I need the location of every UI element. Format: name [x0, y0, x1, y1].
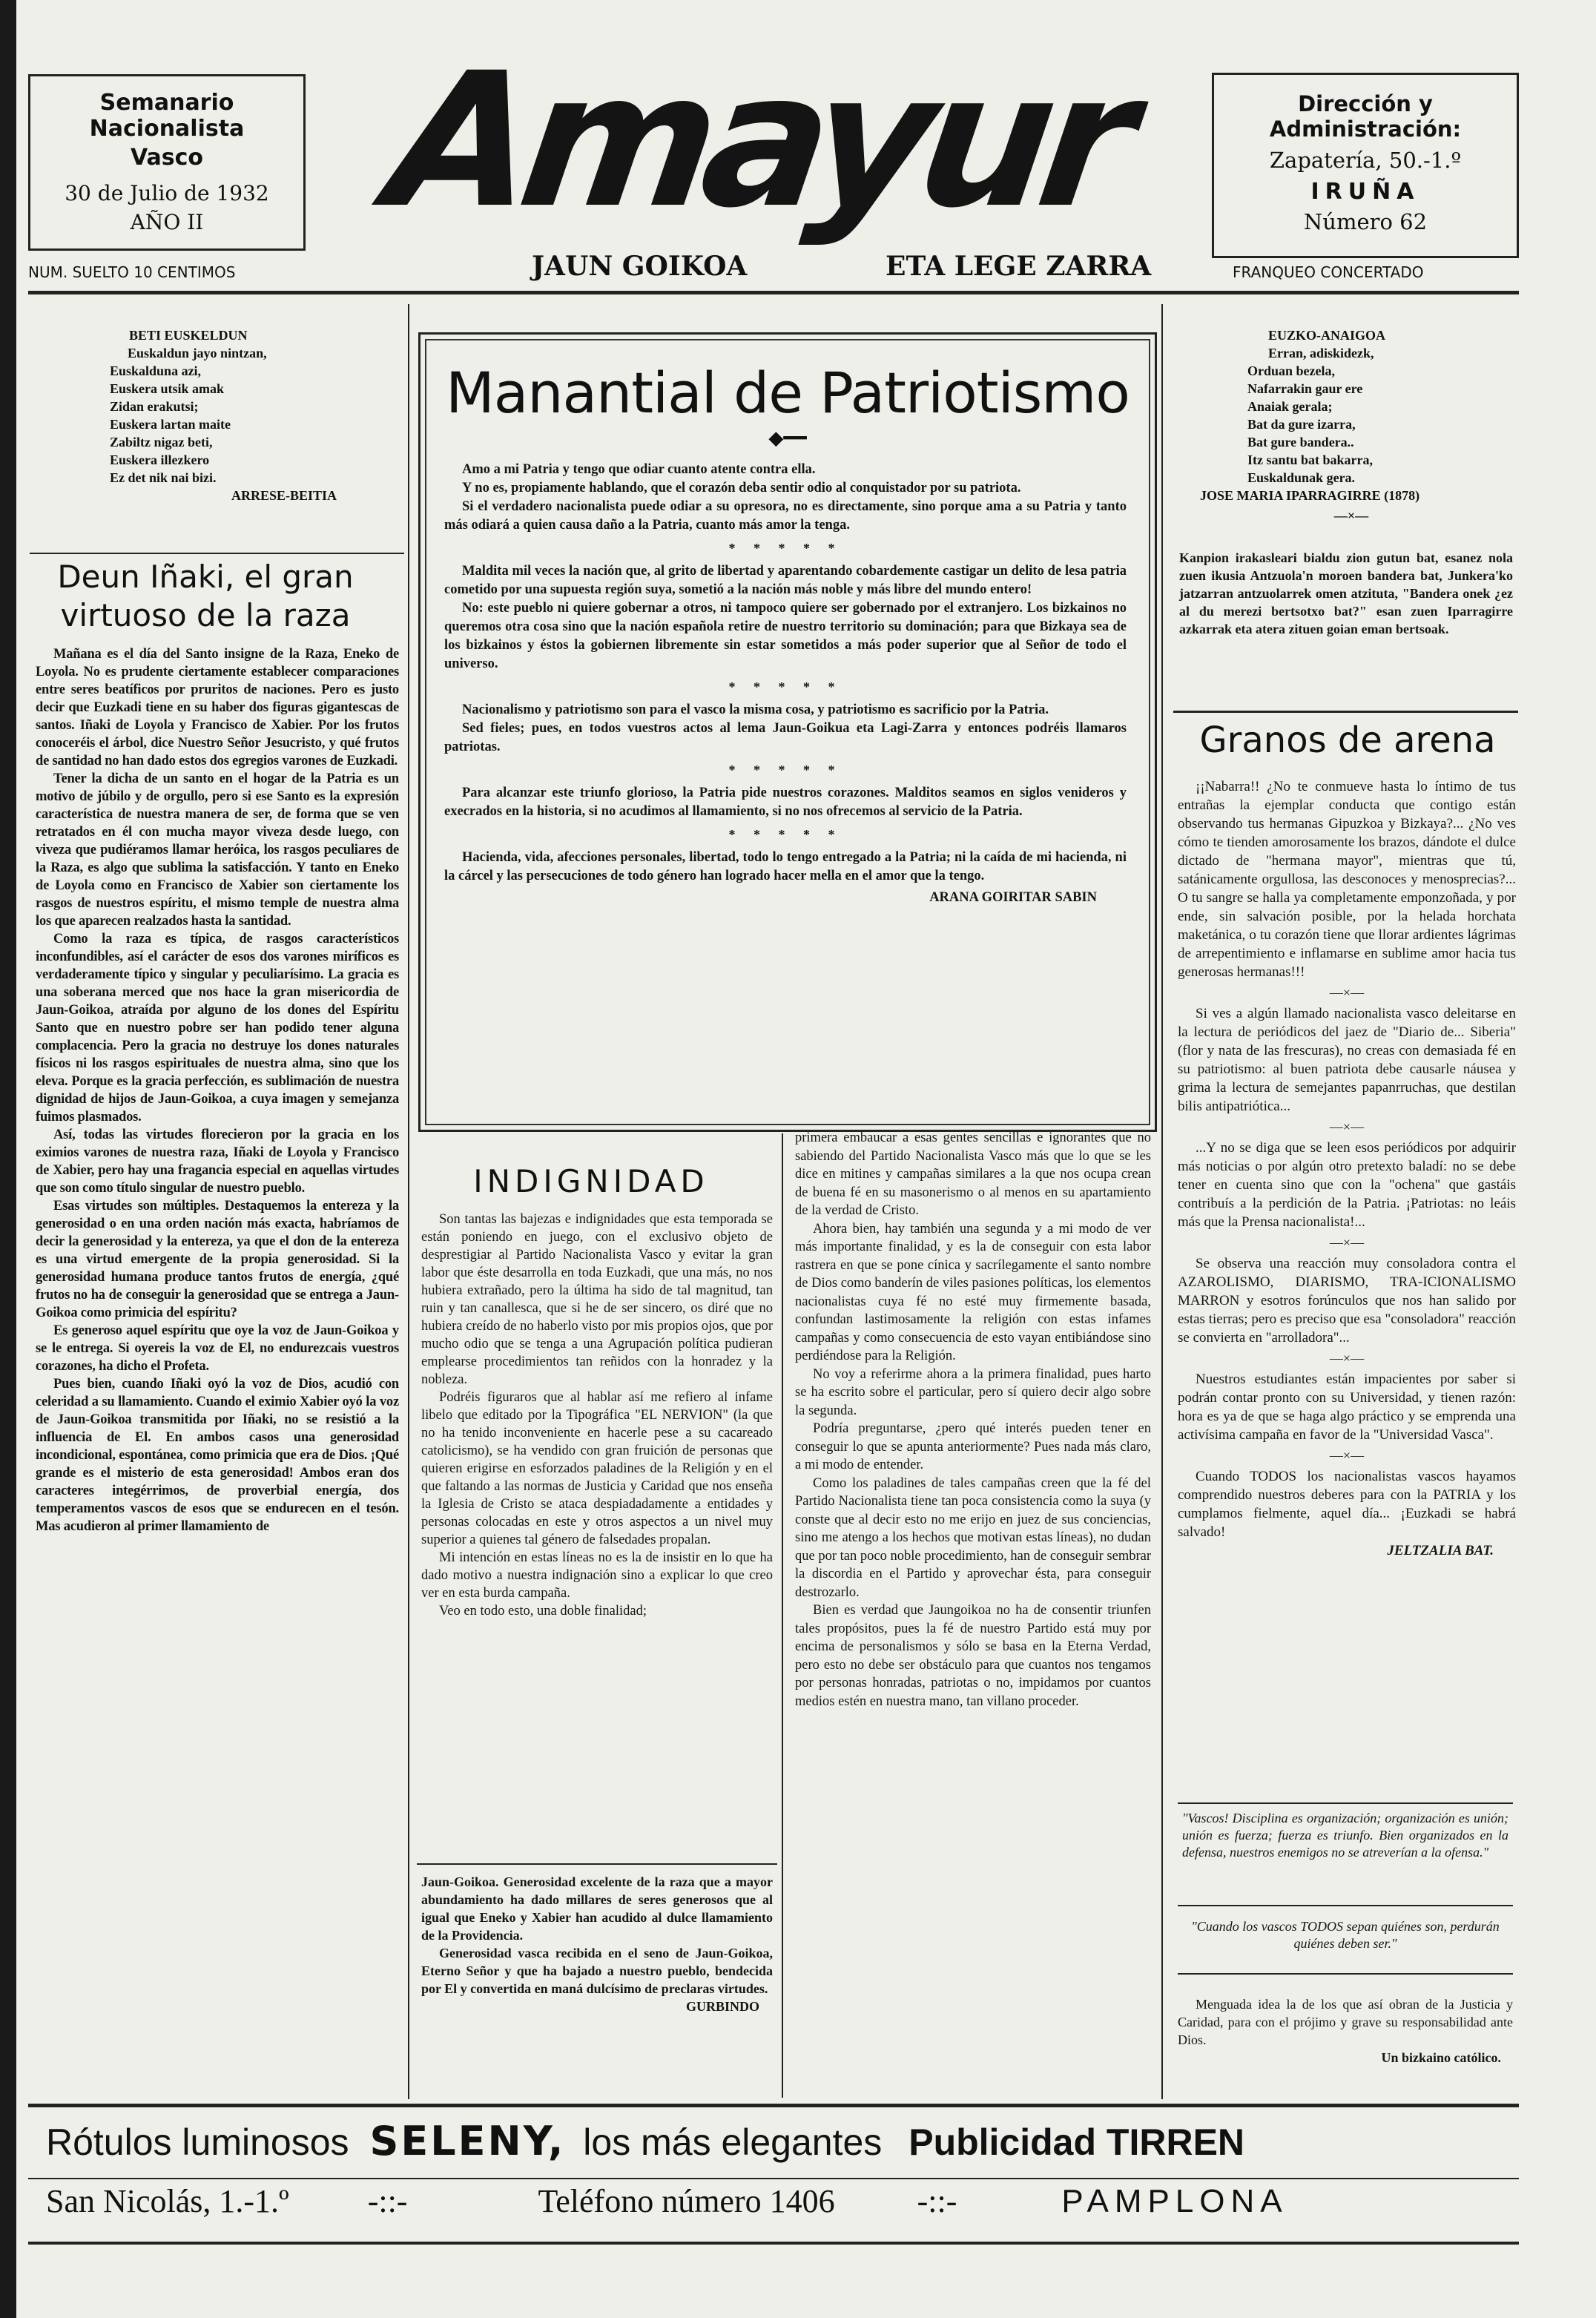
granos-paragraph: Se observa una reacción muy consoladora contra el AZAROLISMO, DIARISMO, TRA-ICIONALISMO MARRON y esotros forúnculos que nos han salido por estas tierras; pero es preciso que esa "consoladora" reacción se convierta en "arrolladora"... [1178, 1256, 1516, 1346]
poem-left-line: Euskera illezkero [110, 452, 210, 467]
poem-left-line: Euskaldun jayo nintzan, [128, 346, 267, 360]
poem-right-line: Bat gure bandera.. [1247, 435, 1354, 450]
closing-signature: Un bizkaino católico. [1381, 2050, 1501, 2065]
deun-inaki-article [36, 645, 399, 2118]
masthead-left-line1: Semanario Nacionalista [89, 90, 245, 142]
manantial-paragraph: Si el verdadero nacionalista puede odiar a su opresora, no es directamente, sino porque ama a su Patria y tanto más odiará a quien causa daño a la Patria, cuanto más amor la tenga. [444, 499, 1127, 533]
granos-paragraph: Nuestros estudiantes están impacientes por saber si podrán contar pronto con su Universidad, y tienen razón: hora es ya de que se haga algo práctico y se emprenda una activísima campaña en favor de la "Universidad Vasca". [1178, 1372, 1516, 1443]
closing-note [1178, 1995, 1513, 2067]
ornament-icon: ◆━━ [768, 427, 807, 450]
article-paragraph: Como los paladines de tales campañas creen que la fé del Partido Nacionalista tiene tan poca consistencia como la suya (y conste que al decir esto no me erijo en juez de sus conciencias, sino me atengo a los hechos que motivan estas líneas), no dudan que por tan poco noble procedimiento, han de conseguir sembrar la discordia en el Partido y aprovechar ésta, para conseguir destrozarlo. [795, 1475, 1151, 1600]
stars-divider: * * * * * [728, 541, 842, 556]
article-paragraph: Podréis figuraros que al hablar así me refiero al infame libelo que editado por la Tipográfica "EL NERVION" (la que no ha tenido inconveniente en hacerle pese a su cacareado catolicismo), se ha vendido con gran fruición de personas que quieren erigirse en esforzados paladines de la Religión y en el que faltando a las normas de Justicia y Caridad que nos enseña la Iglesia de Cristo se ataca despiadadamente a entidades y personas colocadas en este y otros aspectos a un nivel muy superior a quienes tal género de falsedades propalan. [421, 1390, 773, 1547]
box-paragraph: Generosidad vasca recibida en el seno de Jaun-Goikoa, Eterno Señor y que ha bajado a nuestro pueblo, bendecida por El y convertida en maná dulcísimo de preclaras virtudes. [421, 1946, 773, 1996]
masthead-right-box [1212, 73, 1519, 258]
masthead-rule [28, 291, 1519, 294]
masthead-postage: FRANQUEO CONCERTADO [1233, 263, 1424, 281]
poem-left-line: Euskera lartan maite [110, 417, 231, 432]
section-separator: —×— [1329, 1119, 1365, 1134]
poem-left-line: Euskalduna azi, [110, 363, 202, 378]
ad-city: PAMPLONA [1061, 2183, 1288, 2219]
indignidad-title: INDIGNIDAD [473, 1163, 709, 1199]
granos-signature: JELTZALIA BAT. [1387, 1543, 1494, 1558]
poem-right-line: Anaiak gerala; [1247, 399, 1333, 414]
stars-divider: * * * * * [728, 679, 842, 694]
article-paragraph: No voy a referirme ahora a la primera finalidad, pues harto se ha escrito sobre el particular, pero sí quiero decir algo sobre la segunda. [795, 1366, 1151, 1418]
manantial-signature: ARANA GOIRITAR SABIN [929, 890, 1097, 905]
ad-separator: -::- [917, 2183, 957, 2219]
poem-left-author: ARRESE-BEITIA [231, 488, 337, 503]
masthead-year: AÑO II [130, 210, 204, 234]
manantial-paragraph: Para alcanzar este triunfo glorioso, la Patria pide nuestros corazones. Malditos seamos en siglos venideros y execrados en la historia, si no acudimos al llamamiento, si no nos ofrecemos al servicio de la Patria. [444, 786, 1127, 819]
ad-line-2 [46, 2182, 1522, 2234]
granos-paragraph: Si ves a algún llamado nacionalista vasco deleitarse en la lectura de periódicos del jaez de "Diario de... Siberia" (flor y nata de las frescuras), no creas con demasiada fé en su patriotismo: al buen patriota debe causarle náusea y grima la lectura de semejantes papanrruchas, que destilan bilis antipatriótica... [1178, 1006, 1516, 1114]
left-column-rule [30, 553, 404, 554]
masthead-admin-label: Dirección y Administración: [1269, 91, 1462, 142]
quote-box-2 [1178, 1914, 1513, 1975]
poem-beti-euskeldun [90, 326, 402, 504]
poem-left-line: Euskera utsik amak [110, 381, 225, 396]
manantial-paragraph: Y no es, propiamente hablando, que el corazón deba sentir odio al conquistador por su patriota. [462, 481, 1021, 495]
ad-separator: -::- [367, 2183, 408, 2219]
article-paragraph: Como la raza es típica, de rasgos característicos inconfundibles, así el carácter de esos dos varones miríficos es verdaderamente típico y singular y peculiarísimo. La gracia es una soberana merced que nos hace la gran misericordia de Jaun-Goikoa, atraída por alguno de los dones del Espíritu Santo que en nuestro pobre ser han podido tener alguna complacencia. Pero la gracia no destruye los dones naturales físicos ni los rasgos espirituales de nuestra alma, sino que los eleva. Porque es la gracia perfección, es sublimación de nuestra dignidad de hijos de Jaun-Goikoa, a cuya imagen y semejanza fuimos plasmados. [36, 932, 399, 1125]
masthead-issue: Número 62 [1303, 209, 1428, 234]
article-paragraph: Esas virtudes son múltiples. Destaquemos la entereza y la generosidad o en una orden nación más exacta, habríamos de decir la generosidad y la entereza, ya que el don de la entereza es una virtud emergente de la propia generosidad. Si la generosidad humana produce tantos frutos de energía, ¿qué frutos no ha de conseguir la generosidad que se entrega a Jaun-Goikoa como primicia del espíritu? [36, 1199, 399, 1320]
article-paragraph: Bien es verdad que Jaungoikoa no ha de consentir triunfen tales propósitos, pues la fé de nuestro Partido está muy por encima de personalismos y sólo se basa en la Eterna Verdad, pero esto no debe ser obstáculo para que cuantos nos tengamos por personas honradas, patriotas o no, impidamos por cuantos medios estén en nuestra mano, tan villano proceder. [795, 1603, 1151, 1709]
box-paragraph: Jaun-Goikoa. Generosidad excelente de la raza que a mayor abundamiento ha dado millares de seres generosos que al igual que Eneko y Xabier han acudido al dulce llamamiento de la Providencia. [421, 1874, 773, 1943]
masthead-motto-right: ETA LEGE ZARRA [886, 251, 1152, 282]
masthead-city: IRUÑA [1310, 179, 1420, 205]
poem-right-line: Euskaldunak gera. [1247, 470, 1356, 485]
article-paragraph: Son tantas las bajezas e indignidades que esta temporada se están poniendo en juego, con el exclusivo objeto de desprestigiar al Partido Nacionalista Vasco y evitar la gran labor que éste desarrolla en toda Euzkadi, que una más, no nos hubiera extrañado, pero la última ha sido de tal magnitud, tan ruin y tan canallesca, que si he de ser sincero, os diré que no hubiera creído de no haberlo visto por mis propios ojos, que por mucho odio que se tenga a una Agrupación política pudieran emplearse procedimientos tan reñidos con la honradez y la nobleza. [421, 1212, 773, 1387]
deun-inaki-title: Deun Iñaki, el gran virtuoso de la raza [57, 559, 354, 633]
article-paragraph: Tener la dicha de un santo en el hogar de la Patria es un motivo de júbilo y de orgullo, pero si ese Santo es la expresión característica de nuestra manera de ser, de forma que se ven retratados en él con mucha mayor viveza desde luego, con viveza que pudiéramos llamar heróica, los rasgos peculiares de la Raza, es algo que sublima la satisfacción. Y tanto en Eneko de Loyola como en Francisco de Xabier son ciertamente los rasgos de nuestros espíritu, el mismo temple de nuestra alma los que aparecen realzados hasta la santidad. [36, 771, 399, 929]
article-paragraph: Podría preguntarse, ¿pero qué interés pueden tener en conseguir lo que se apunta anteriormente? Pues nada más claro, a mi modo de entender. [795, 1421, 1151, 1472]
granos-paragraph: Cuando TODOS los nacionalistas vascos hayamos comprendido nuestros deberes para con la PATRIA y los cumplamos fielmente, aquel día... ¡Euzkadi se habrá salvado! [1178, 1469, 1516, 1540]
article-paragraph: Mañana es el día del Santo insigne de la Raza, Eneko de Loyola. No es prudente ciertamente establecer comparaciones entre seres beatíficos por pruritos de naciones. Pero es justo decir que Euzkadi tiene en su haber dos figuras gigantescas de santos. Iñaki de Loyola y Francisco de Xabier. Por los frutos conoceréis el árbol, dice Nuestro Señor Jesucristo, y qué frutos de santidad no han dado estos dos egregios varones de Euzkadi. [36, 647, 399, 768]
article-paragraph: Pues bien, cuando Iñaki oyó la voz de Dios, acudió con celeridad a su llamamiento. Cuando el eximio Xabier oyó la voz de Jaun-Goikoa transmitida por Iñaki, no se resistió a la influencia de El. En ambos casos una generosidad incondicional, espontánea, como primicia que era de Dios. ¡Qué grande es el misterio de esta generosidad! Ambos eran dos caracteres integérrimos, de proverbial energía, dos temperamentos vascos de esos que se endurecen en el tesón. Mas acudieron al primer llamamiento de [36, 1377, 399, 1534]
poem-euzko-anaigoa [1188, 326, 1514, 527]
poem-right-line: Bat da gure izarra, [1247, 417, 1356, 432]
manantial-paragraph: Sed fieles; pues, en todos vuestros actos al lema Jaun-Goikua eta Lagi-Zarra y entonces podréis llamaros patriotas. [444, 721, 1127, 754]
article-paragraph: Así, todas las virtudes florecieron por la gracia en los eximios varones de nuestra raza, Iñaki de Loyola y Francisco de Xabier, pero hay una fragancia especial en aquellas virtudes que son como título singular de nuestro pueblo. [36, 1127, 399, 1196]
manantial-paragraph: Amo a mi Patria y tengo que odiar cuanto atente contra ella. [462, 462, 816, 477]
poem-right-line: Orduan bezela, [1247, 363, 1336, 378]
ad-brand-seleny: SELENY, [369, 2118, 566, 2164]
box-signature: GURBINDO [685, 1999, 759, 2014]
masthead-price: NUM. SUELTO 10 CENTIMOS [28, 263, 236, 281]
article-paragraph: Mi intención en estas líneas no es la de insistir en lo que ha dado motivo a nuestra indignación sino a explicar lo que creo ver en esta burda campaña. [421, 1550, 773, 1601]
poem-left-line: Zidan erakutsi; [110, 399, 199, 414]
column-divider-center [782, 1133, 783, 2098]
article-paragraph: Es generoso aquel espíritu que oye la voz de Jaun-Goikoa y se le entrega. Si oyereis la voz de El, no endurezcais vuestros corazones, ha dicho el Profeta. [36, 1323, 399, 1374]
stars-divider: * * * * * [728, 763, 842, 777]
section-separator: —×— [1333, 508, 1369, 523]
ad-elegantes: los más elegantes [583, 2121, 883, 2163]
quote-text-1: "Vascos! Disciplina es organización; organización es unión; unión es fuerza; fuerza es triunfo. Bien organizados en la defensa, nuestros enemigos no se atreverían a la ofensa." [1182, 1811, 1508, 1860]
poem-right-line: Erran, adiskidezk, [1268, 346, 1374, 360]
manantial-paragraph: No: este pueblo ni quiere gobernar a otros, ni tampoco quiere ser gobernado por el extranjero. Los bizkainos no queremos otra cosa sino que la nación española retire de nuestro territorio su dominación; para que Bizkaya sea de los bizkainos y éstos la gobiernen libremente sin estar sometidos a más poder superior que al Señor de todo el universo. [444, 601, 1127, 671]
ad-phone: Teléfono número 1406 [538, 2183, 835, 2219]
manantial-title: Manantial de Patriotismo [446, 360, 1130, 426]
column-divider-left [408, 304, 409, 2099]
poem-left-line: Zabiltz nigaz beti, [110, 435, 213, 450]
poem-right-title: EUZKO-ANAIGOA [1268, 328, 1386, 343]
granos-paragraph: ¡¡Nabarra!! ¿No te conmueve hasta lo íntimo de tus entrañas la ejemplar conducta que contigo están observando tus hermanas Gipuzkoa y Bizkaya?... ¿No ves cómo te tienden amorosamente los brazos, dándote el dulce dictado de "hermana mayor", mientras que tú, satánicamente orgullosa, las desconoces y menosprecias?... O tu sangre se halla ya completamente emponzoñada, y por ende, sin salvación posible, por la helada horchata maketánica, o tu corazón tiene que llorar ardientes lágrimas de arrepentimiento e inflamarse en sublime amor hacia tus generosas hermanas!!! [1178, 779, 1516, 980]
iparragirre-note [1179, 549, 1513, 638]
section-separator: —×— [1329, 1351, 1365, 1366]
section-separator: —×— [1329, 985, 1365, 1000]
ad-rotulos: Rótulos luminosos [46, 2121, 349, 2163]
poem-right-author: JOSE MARIA IPARRAGIRRE (1878) [1200, 488, 1420, 503]
manantial-paragraph: Hacienda, vida, afecciones personales, libertad, todo lo tengo entregado a la Patria; ni la caída de mi hacienda, ni la cárcel y las persecuciones de todo género han logrado hacer mella en el amor que la tengo. [444, 850, 1127, 883]
manantial-text [444, 461, 1127, 907]
closing-paragraph: Menguada idea la de los que así obran de la Justicia y Caridad, para con el prójimo y grave su responsabilidad ante Dios. [1178, 1997, 1513, 2047]
ad-middle-rule [28, 2178, 1519, 2179]
stars-divider: * * * * * [728, 827, 842, 842]
indignidad-col1 [421, 1211, 773, 1882]
indignidad-col2 [795, 1129, 1151, 2097]
ad-line-1 [46, 2118, 1522, 2177]
manantial-paragraph: Maldita mil veces la nación que, al grito de libertad y aparentando cobardemente castigar un delito de lesa patria cometido por una supuesta región suya, sometió a la nación más noble y más libre del mundo entero! [444, 564, 1127, 597]
quote-text-2: "Cuando los vascos TODOS sepan quiénes son, perdurán quiénes deben ser." [1191, 1919, 1500, 1951]
masthead-address: Zapatería, 50.-1.º [1269, 148, 1462, 173]
indignidad-box-rule [417, 1863, 777, 1865]
ad-bottom-rule [28, 2242, 1519, 2245]
article-paragraph: primera embaucar a esas gentes sencillas e ignorantes que no sabiendo del Partido Nacionalista Vasco más que lo que se les dice en mitines y campañas similares a la que nos ocupa crean de buena fé en su masonerismo o al menos en su apartamiento de la verdad de Cristo. [795, 1130, 1151, 1218]
granos-article [1178, 777, 1516, 1794]
ad-address: San Nicolás, 1.-1.º [46, 2183, 289, 2219]
granos-paragraph: ...Y no se diga que se leen esos periódicos por adquirir más noticias o por algún otro pretexto baladí: no se debe tener en cuenta sino que con la "ochena" que gastáis contribuís a la perdición de la Patria. ¡Patriotas: no leáis más que la Prensa nacionalista!... [1178, 1140, 1516, 1230]
poem-left-line: Ez det nik nai bizi. [110, 470, 217, 485]
manantial-box [418, 332, 1157, 1132]
masthead-logo: Amayur [377, 33, 1137, 248]
granos-title: Granos de arena [1199, 720, 1496, 761]
column-divider-right [1161, 304, 1163, 2099]
jaun-goikoa-box [421, 1873, 773, 2095]
ad-publicidad: Publicidad TIRREN [909, 2121, 1245, 2163]
section-separator: —×— [1329, 1235, 1365, 1250]
masthead-date: 30 de Julio de 1932 [65, 181, 269, 205]
masthead-motto-left: JAUN GOIKOA [532, 251, 748, 282]
poem-left-title: BETI EUSKELDUN [129, 328, 248, 343]
right-column-rule [1173, 711, 1518, 713]
manantial-paragraph: Nacionalismo y patriotismo son para el vasco la misma cosa, y patriotismo es sacrificio por la Patria. [462, 702, 1049, 717]
newspaper-page [16, 0, 1596, 2318]
quote-box-1 [1178, 1802, 1513, 1906]
ad-top-rule [28, 2104, 1519, 2107]
article-paragraph: Ahora bien, hay también una segunda y a mi modo de ver más importante finalidad, y es la de conseguir con esta labor rastrera en que se pone cínica y sacrílegamente el santo nombre de Dios como banderín de viles pasiones políticas, los elementos nacionalistas cuya fé no esté muy firmemente basada, confundan lastimosamente la religión con estas infames campañas y como consecuencia de esto vayan entibiándose sino perdiéndose para la Religión. [795, 1221, 1151, 1363]
note-paragraph: Kanpion irakasleari bialdu zion gutun bat, esanez nola zuen ikusia Antzuola'n moroen bandera bat, Junkera'ko jatzarran antzuolarrek omen atzituta, "Bandera onek ¿ez al du merezi bertsotxo bat?" esan zuen Iparragirre azkarrak eta atera zituen goian eman bertsoak. [1179, 550, 1513, 636]
poem-right-line: Itz santu bat bakarra, [1247, 452, 1374, 467]
poem-right-line: Nafarrakin gaur ere [1247, 381, 1363, 396]
masthead-left-box [28, 74, 306, 251]
masthead-left-line2: Vasco [130, 145, 204, 171]
section-separator: —×— [1329, 1448, 1365, 1463]
article-paragraph: Veo en todo esto, una doble finalidad; [439, 1604, 647, 1619]
